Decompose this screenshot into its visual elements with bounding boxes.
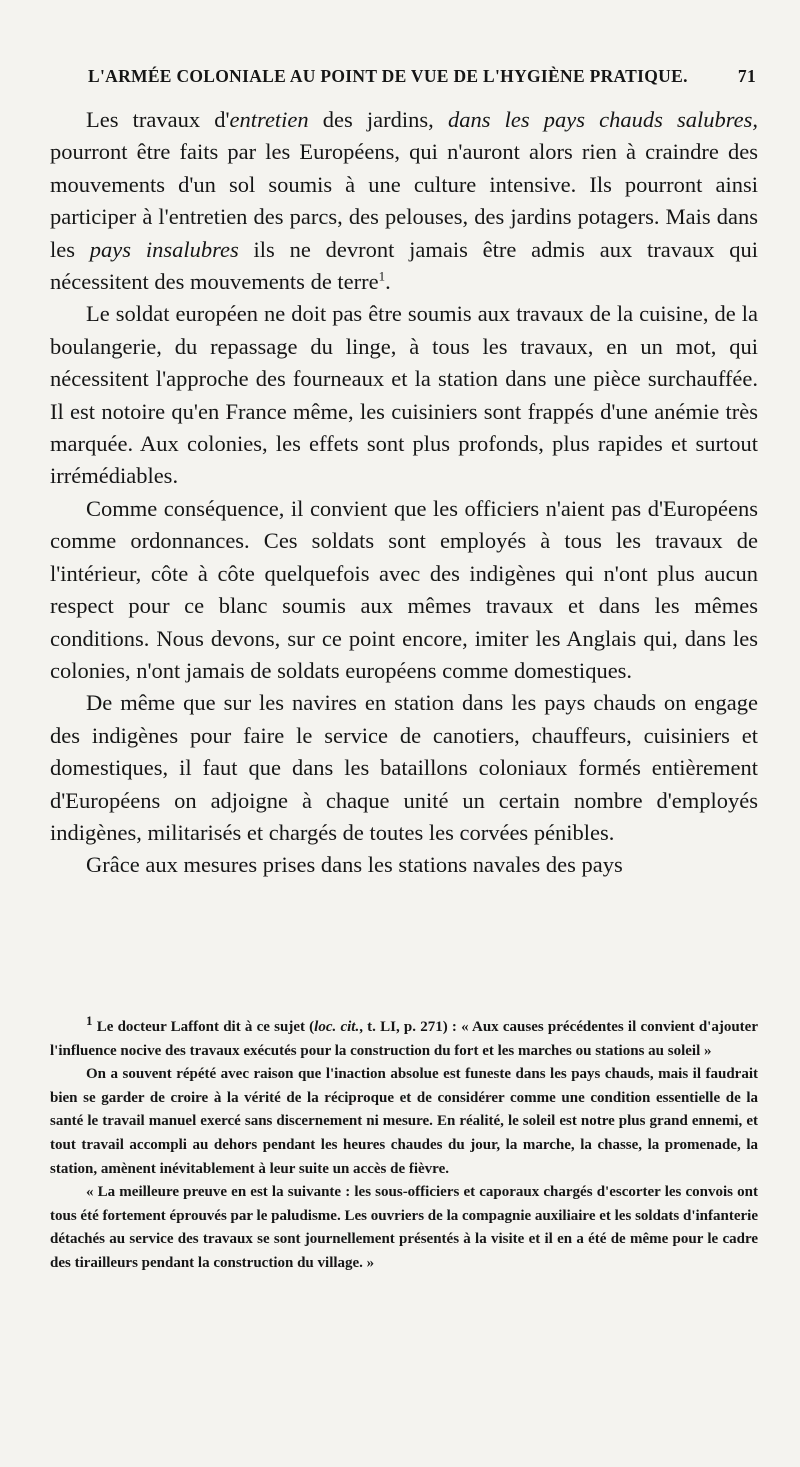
page-number: 71 xyxy=(737,66,756,86)
paragraph-4: De même que sur les navires en station dans les pays chauds on engage des indigènes pour faire le service de canotiers, chauffeurs, cuisiniers et domestiques, il faut que dans les bataillons coloniaux formés entièrement d'Européens on adjoigne à chaque unité un certain nombre d'employés indigènes, militarisés et chargés de toutes les corvées pénibles. xyxy=(50,690,758,845)
footnote-reference: 1 xyxy=(378,268,386,284)
p1-text-h: . xyxy=(385,269,391,295)
paragraph-3: Comme conséquence, il convient que les officiers n'aient pas d'Européens comme ordonnances. Ces soldats sont employés à tous les travaux de l'intérieur, côte à côte quelquefois avec des indigènes qui n'ont plus aucun respect pour ce blanc soumis aux mêmes travaux et dans les mêmes conditions. Nous devons, sur ce point encore, imiter les Anglais qui, dans les colonies, n'ont jamais de soldats européens comme domestiques. xyxy=(50,495,758,683)
footnotes xyxy=(50,1013,758,1276)
paragraph-1 xyxy=(50,104,758,298)
p1-text-a: Les travaux d' xyxy=(86,107,230,132)
running-head-title: L'ARMÉE COLONIALE AU POINT DE VUE DE L'HYGIÈNE PRATIQUE. xyxy=(88,66,688,86)
footnote-1-paragraph-3: « La meilleure preuve en est la suivante : les sous-officiers et caporaux chargés d'escorter les convois ont tous été fortement éprouvés par le paludisme. Les ouvriers de la compagnie auxiliaire et les soldats d'infanterie détachés au service des travaux se sont journellement présentés à la visite et il en a été de même pour le cadre des tirailleurs pendant la construction du village. » xyxy=(50,1184,758,1271)
paragraph-5: Grâce aux mesures prises dans les stations navales des pays xyxy=(86,852,623,878)
p1-text-c: des jardins, xyxy=(308,107,448,132)
running-head xyxy=(88,66,756,87)
fn1-italic-loc-cit: loc. cit. xyxy=(314,1019,360,1035)
fn1-text-c: , t. LI, p. 271) : « Aux causes précédentes il convient d'ajouter l'influence nocive des travaux exécutés pour la construction du fort et les marches ou stations au soleil » xyxy=(50,1019,758,1059)
p1-text-e: pourront être faits par les Européens, qui n'auront alors rien à craindre des mouvements d'un sol soumis à une culture intensive. Ils pourront ainsi participer à l'entretien des parcs, des pelouses, des jardins potagers. Mais dans les xyxy=(50,139,758,262)
footnote-1-paragraph-2: On a souvent répété avec raison que l'inaction absolue est funeste dans les pays chauds, mais il faudrait bien se garder de croire à la vérité de la réciproque et de considérer comme une condition essentielle de la santé le travail manuel exercé sans discernement ni mesure. En réalité, le soleil est notre plus grand ennemi, et tout travail accompli au dehors pendant les heures chaudes du jour, la marche, la chasse, la promenade, la station, amènent inévitablement à leur suite un accès de fièvre. xyxy=(50,1066,758,1177)
p1-italic-pays-insalubres: pays insalubres xyxy=(89,236,239,262)
p1-italic-pays-chauds: dans les pays chauds salubres, xyxy=(447,107,758,132)
p1-italic-entretien: entretien xyxy=(229,107,309,132)
footnote-1 xyxy=(50,1013,758,1063)
p1-text-g: ils ne devront jamais être admis aux travaux qui nécessitent des mouvements de terre xyxy=(50,236,758,295)
paragraph-2: Le soldat européen ne doit pas être soumis aux travaux de la cuisine, de la boulangerie, du repassage du linge, à tous les travaux, en un mot, qui nécessitent l'approche des fourneaux et la station dans une pièce surchauffée. Il est notoire qu'en France même, les cuisiniers sont frappés d'une anémie très marquée. Aux colonies, les effets sont plus profonds, plus rapides et surtout irrémédiables. xyxy=(50,301,758,489)
body-text xyxy=(50,104,758,882)
footnote-marker: 1 xyxy=(86,1013,93,1028)
fn1-text-a: Le docteur Laffont dit à ce sujet ( xyxy=(92,1019,315,1035)
